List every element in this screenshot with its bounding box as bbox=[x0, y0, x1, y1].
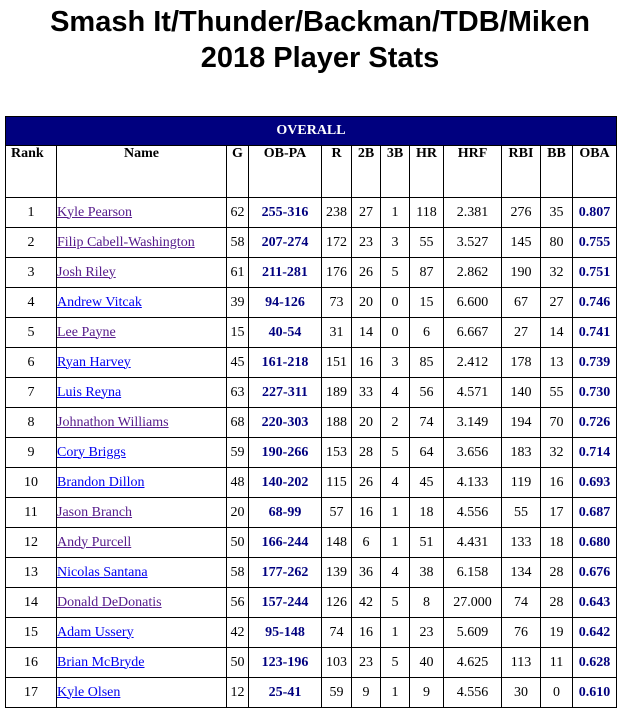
games-cell: 39 bbox=[227, 288, 249, 318]
hrf-cell: 6.667 bbox=[444, 318, 502, 348]
table-row bbox=[6, 588, 617, 618]
games-cell: 12 bbox=[227, 678, 249, 708]
col-header-rank: Rank bbox=[6, 146, 57, 198]
player-name-cell bbox=[57, 468, 227, 498]
home-runs-cell: 55 bbox=[410, 228, 444, 258]
player-link[interactable]: Cory Briggs bbox=[57, 444, 126, 460]
ob-pa-cell: 157-244 bbox=[249, 588, 322, 618]
player-link[interactable]: Brandon Dillon bbox=[57, 474, 145, 490]
triples-cell: 1 bbox=[381, 198, 410, 228]
runs-cell: 188 bbox=[322, 408, 352, 438]
walks-cell: 70 bbox=[541, 408, 573, 438]
col-header-oba: OBA bbox=[573, 146, 617, 198]
player-link[interactable]: Andrew Vitcak bbox=[57, 294, 142, 310]
runs-cell: 148 bbox=[322, 528, 352, 558]
table-row bbox=[6, 648, 617, 678]
walks-cell: 13 bbox=[541, 348, 573, 378]
games-cell: 63 bbox=[227, 378, 249, 408]
player-link[interactable]: Filip Cabell-Washington bbox=[57, 234, 195, 250]
player-name-cell bbox=[57, 588, 227, 618]
rbi-cell: 190 bbox=[502, 258, 541, 288]
col-header-rbi: RBI bbox=[502, 146, 541, 198]
player-name-cell bbox=[57, 498, 227, 528]
player-name-cell bbox=[57, 348, 227, 378]
rank-cell: 7 bbox=[6, 378, 57, 408]
games-cell: 45 bbox=[227, 348, 249, 378]
player-name-cell bbox=[57, 618, 227, 648]
runs-cell: 59 bbox=[322, 678, 352, 708]
rank-cell: 17 bbox=[6, 678, 57, 708]
table-row bbox=[6, 258, 617, 288]
oba-cell: 0.741 bbox=[573, 318, 617, 348]
oba-cell: 0.610 bbox=[573, 678, 617, 708]
ob-pa-cell: 166-244 bbox=[249, 528, 322, 558]
hrf-cell: 3.527 bbox=[444, 228, 502, 258]
runs-cell: 189 bbox=[322, 378, 352, 408]
rbi-cell: 67 bbox=[502, 288, 541, 318]
rbi-cell: 145 bbox=[502, 228, 541, 258]
games-cell: 15 bbox=[227, 318, 249, 348]
walks-cell: 35 bbox=[541, 198, 573, 228]
triples-cell: 3 bbox=[381, 228, 410, 258]
doubles-cell: 16 bbox=[352, 618, 381, 648]
doubles-cell: 9 bbox=[352, 678, 381, 708]
walks-cell: 17 bbox=[541, 498, 573, 528]
games-cell: 48 bbox=[227, 468, 249, 498]
col-header-name: Name bbox=[57, 146, 227, 198]
table-row bbox=[6, 528, 617, 558]
player-name-cell bbox=[57, 408, 227, 438]
table-row bbox=[6, 678, 617, 708]
doubles-cell: 23 bbox=[352, 648, 381, 678]
player-name-cell bbox=[57, 228, 227, 258]
player-link[interactable]: Ryan Harvey bbox=[57, 354, 131, 370]
triples-cell: 5 bbox=[381, 588, 410, 618]
runs-cell: 176 bbox=[322, 258, 352, 288]
walks-cell: 14 bbox=[541, 318, 573, 348]
page-title-line1: Smash It/Thunder/Backman/TDB/Miken bbox=[50, 6, 590, 38]
player-name-cell bbox=[57, 558, 227, 588]
doubles-cell: 27 bbox=[352, 198, 381, 228]
table-row bbox=[6, 198, 617, 228]
oba-cell: 0.628 bbox=[573, 648, 617, 678]
player-link[interactable]: Johnathon Williams bbox=[57, 414, 169, 430]
hrf-cell: 4.133 bbox=[444, 468, 502, 498]
home-runs-cell: 118 bbox=[410, 198, 444, 228]
hrf-cell: 2.412 bbox=[444, 348, 502, 378]
games-cell: 20 bbox=[227, 498, 249, 528]
ob-pa-cell: 211-281 bbox=[249, 258, 322, 288]
runs-cell: 73 bbox=[322, 288, 352, 318]
doubles-cell: 28 bbox=[352, 438, 381, 468]
home-runs-cell: 45 bbox=[410, 468, 444, 498]
player-name-cell bbox=[57, 528, 227, 558]
doubles-cell: 26 bbox=[352, 468, 381, 498]
hrf-cell: 2.862 bbox=[444, 258, 502, 288]
ob-pa-cell: 123-196 bbox=[249, 648, 322, 678]
ob-pa-cell: 94-126 bbox=[249, 288, 322, 318]
hrf-cell: 4.556 bbox=[444, 678, 502, 708]
runs-cell: 74 bbox=[322, 618, 352, 648]
doubles-cell: 16 bbox=[352, 348, 381, 378]
player-link[interactable]: Kyle Pearson bbox=[57, 204, 133, 220]
games-cell: 59 bbox=[227, 438, 249, 468]
ob-pa-cell: 227-311 bbox=[249, 378, 322, 408]
home-runs-cell: 23 bbox=[410, 618, 444, 648]
games-cell: 61 bbox=[227, 258, 249, 288]
ob-pa-cell: 68-99 bbox=[249, 498, 322, 528]
oba-cell: 0.643 bbox=[573, 588, 617, 618]
table-row bbox=[6, 468, 617, 498]
rbi-cell: 194 bbox=[502, 408, 541, 438]
player-name-cell bbox=[57, 678, 227, 708]
runs-cell: 172 bbox=[322, 228, 352, 258]
player-name-cell bbox=[57, 648, 227, 678]
hrf-cell: 3.656 bbox=[444, 438, 502, 468]
oba-cell: 0.642 bbox=[573, 618, 617, 648]
runs-cell: 31 bbox=[322, 318, 352, 348]
games-cell: 68 bbox=[227, 408, 249, 438]
games-cell: 50 bbox=[227, 528, 249, 558]
hrf-cell: 5.609 bbox=[444, 618, 502, 648]
hrf-cell: 4.556 bbox=[444, 498, 502, 528]
ob-pa-cell: 220-303 bbox=[249, 408, 322, 438]
home-runs-cell: 56 bbox=[410, 378, 444, 408]
player-name-cell bbox=[57, 378, 227, 408]
section-banner: OVERALL bbox=[6, 117, 617, 146]
table-row bbox=[6, 558, 617, 588]
player-link[interactable]: Adam Ussery bbox=[57, 624, 134, 640]
player-link[interactable]: Donald DeDonatis bbox=[57, 594, 162, 610]
table-row bbox=[6, 228, 617, 258]
col-header-3b: 3B bbox=[381, 146, 410, 198]
ob-pa-cell: 190-266 bbox=[249, 438, 322, 468]
runs-cell: 139 bbox=[322, 558, 352, 588]
rank-cell: 1 bbox=[6, 198, 57, 228]
doubles-cell: 42 bbox=[352, 588, 381, 618]
rbi-cell: 27 bbox=[502, 318, 541, 348]
rank-cell: 10 bbox=[6, 468, 57, 498]
home-runs-cell: 51 bbox=[410, 528, 444, 558]
home-runs-cell: 64 bbox=[410, 438, 444, 468]
player-link[interactable]: Luis Reyna bbox=[57, 384, 122, 400]
walks-cell: 28 bbox=[541, 558, 573, 588]
rank-cell: 5 bbox=[6, 318, 57, 348]
col-header-hr: HR bbox=[410, 146, 444, 198]
home-runs-cell: 85 bbox=[410, 348, 444, 378]
home-runs-cell: 18 bbox=[410, 498, 444, 528]
player-name-cell bbox=[57, 438, 227, 468]
home-runs-cell: 6 bbox=[410, 318, 444, 348]
walks-cell: 19 bbox=[541, 618, 573, 648]
triples-cell: 1 bbox=[381, 528, 410, 558]
oba-cell: 0.676 bbox=[573, 558, 617, 588]
rank-cell: 6 bbox=[6, 348, 57, 378]
rbi-cell: 183 bbox=[502, 438, 541, 468]
triples-cell: 0 bbox=[381, 288, 410, 318]
ob-pa-cell: 255-316 bbox=[249, 198, 322, 228]
walks-cell: 0 bbox=[541, 678, 573, 708]
ob-pa-cell: 207-274 bbox=[249, 228, 322, 258]
oba-cell: 0.693 bbox=[573, 468, 617, 498]
triples-cell: 3 bbox=[381, 348, 410, 378]
ob-pa-cell: 95-148 bbox=[249, 618, 322, 648]
rank-cell: 16 bbox=[6, 648, 57, 678]
oba-cell: 0.680 bbox=[573, 528, 617, 558]
games-cell: 50 bbox=[227, 648, 249, 678]
ob-pa-cell: 25-41 bbox=[249, 678, 322, 708]
runs-cell: 126 bbox=[322, 588, 352, 618]
home-runs-cell: 40 bbox=[410, 648, 444, 678]
triples-cell: 1 bbox=[381, 498, 410, 528]
triples-cell: 2 bbox=[381, 408, 410, 438]
ob-pa-cell: 177-262 bbox=[249, 558, 322, 588]
oba-cell: 0.726 bbox=[573, 408, 617, 438]
rbi-cell: 113 bbox=[502, 648, 541, 678]
rbi-cell: 178 bbox=[502, 348, 541, 378]
header-row bbox=[6, 146, 617, 198]
triples-cell: 5 bbox=[381, 648, 410, 678]
oba-cell: 0.746 bbox=[573, 288, 617, 318]
ob-pa-cell: 40-54 bbox=[249, 318, 322, 348]
player-link[interactable]: Kyle Olsen bbox=[57, 684, 121, 700]
table-row bbox=[6, 408, 617, 438]
runs-cell: 115 bbox=[322, 468, 352, 498]
doubles-cell: 20 bbox=[352, 408, 381, 438]
rbi-cell: 134 bbox=[502, 558, 541, 588]
table-row bbox=[6, 288, 617, 318]
triples-cell: 4 bbox=[381, 468, 410, 498]
home-runs-cell: 74 bbox=[410, 408, 444, 438]
rbi-cell: 55 bbox=[502, 498, 541, 528]
games-cell: 58 bbox=[227, 558, 249, 588]
triples-cell: 4 bbox=[381, 378, 410, 408]
hrf-cell: 4.625 bbox=[444, 648, 502, 678]
walks-cell: 11 bbox=[541, 648, 573, 678]
ob-pa-cell: 161-218 bbox=[249, 348, 322, 378]
page-title bbox=[0, 4, 640, 76]
rbi-cell: 76 bbox=[502, 618, 541, 648]
player-name-cell bbox=[57, 288, 227, 318]
hrf-cell: 2.381 bbox=[444, 198, 502, 228]
table-row bbox=[6, 438, 617, 468]
table-row bbox=[6, 348, 617, 378]
home-runs-cell: 15 bbox=[410, 288, 444, 318]
games-cell: 56 bbox=[227, 588, 249, 618]
walks-cell: 28 bbox=[541, 588, 573, 618]
col-header-hrf: HRF bbox=[444, 146, 502, 198]
hrf-cell: 6.600 bbox=[444, 288, 502, 318]
hrf-cell: 27.000 bbox=[444, 588, 502, 618]
col-header-obpa: OB-PA bbox=[249, 146, 322, 198]
games-cell: 62 bbox=[227, 198, 249, 228]
rank-cell: 13 bbox=[6, 558, 57, 588]
oba-cell: 0.687 bbox=[573, 498, 617, 528]
triples-cell: 1 bbox=[381, 618, 410, 648]
runs-cell: 153 bbox=[322, 438, 352, 468]
col-header-2b: 2B bbox=[352, 146, 381, 198]
rbi-cell: 276 bbox=[502, 198, 541, 228]
player-name-cell bbox=[57, 258, 227, 288]
runs-cell: 103 bbox=[322, 648, 352, 678]
page-title-line2: 2018 Player Stats bbox=[200, 42, 440, 74]
doubles-cell: 26 bbox=[352, 258, 381, 288]
player-name-cell bbox=[57, 318, 227, 348]
rbi-cell: 133 bbox=[502, 528, 541, 558]
rbi-cell: 30 bbox=[502, 678, 541, 708]
games-cell: 42 bbox=[227, 618, 249, 648]
rank-cell: 11 bbox=[6, 498, 57, 528]
triples-cell: 1 bbox=[381, 678, 410, 708]
oba-cell: 0.730 bbox=[573, 378, 617, 408]
col-header-bb: BB bbox=[541, 146, 573, 198]
rank-cell: 8 bbox=[6, 408, 57, 438]
player-link[interactable]: Nicolas Santana bbox=[57, 564, 148, 580]
table-row bbox=[6, 318, 617, 348]
rank-cell: 14 bbox=[6, 588, 57, 618]
player-link[interactable]: Josh Riley bbox=[57, 264, 116, 280]
walks-cell: 27 bbox=[541, 288, 573, 318]
player-link[interactable]: Jason Branch bbox=[57, 504, 133, 520]
rank-cell: 4 bbox=[6, 288, 57, 318]
rank-cell: 12 bbox=[6, 528, 57, 558]
runs-cell: 57 bbox=[322, 498, 352, 528]
walks-cell: 32 bbox=[541, 258, 573, 288]
oba-cell: 0.739 bbox=[573, 348, 617, 378]
home-runs-cell: 8 bbox=[410, 588, 444, 618]
player-name-cell bbox=[57, 198, 227, 228]
table-row bbox=[6, 378, 617, 408]
table-row bbox=[6, 498, 617, 528]
hrf-cell: 3.149 bbox=[444, 408, 502, 438]
oba-cell: 0.807 bbox=[573, 198, 617, 228]
doubles-cell: 33 bbox=[352, 378, 381, 408]
doubles-cell: 23 bbox=[352, 228, 381, 258]
doubles-cell: 20 bbox=[352, 288, 381, 318]
runs-cell: 151 bbox=[322, 348, 352, 378]
walks-cell: 80 bbox=[541, 228, 573, 258]
games-cell: 58 bbox=[227, 228, 249, 258]
rbi-cell: 74 bbox=[502, 588, 541, 618]
oba-cell: 0.755 bbox=[573, 228, 617, 258]
player-link[interactable]: Brian McBryde bbox=[57, 654, 145, 670]
walks-cell: 55 bbox=[541, 378, 573, 408]
hrf-cell: 4.571 bbox=[444, 378, 502, 408]
player-link[interactable]: Lee Payne bbox=[57, 324, 116, 340]
home-runs-cell: 9 bbox=[410, 678, 444, 708]
doubles-cell: 6 bbox=[352, 528, 381, 558]
doubles-cell: 16 bbox=[352, 498, 381, 528]
col-header-g: G bbox=[227, 146, 249, 198]
triples-cell: 5 bbox=[381, 258, 410, 288]
rank-cell: 2 bbox=[6, 228, 57, 258]
ob-pa-cell: 140-202 bbox=[249, 468, 322, 498]
doubles-cell: 36 bbox=[352, 558, 381, 588]
rank-cell: 3 bbox=[6, 258, 57, 288]
home-runs-cell: 38 bbox=[410, 558, 444, 588]
oba-cell: 0.714 bbox=[573, 438, 617, 468]
table-row bbox=[6, 618, 617, 648]
col-header-r: R bbox=[322, 146, 352, 198]
stats-table bbox=[5, 116, 617, 708]
triples-cell: 4 bbox=[381, 558, 410, 588]
home-runs-cell: 87 bbox=[410, 258, 444, 288]
rank-cell: 9 bbox=[6, 438, 57, 468]
triples-cell: 5 bbox=[381, 438, 410, 468]
walks-cell: 32 bbox=[541, 438, 573, 468]
player-link[interactable]: Andy Purcell bbox=[57, 534, 132, 550]
walks-cell: 18 bbox=[541, 528, 573, 558]
runs-cell: 238 bbox=[322, 198, 352, 228]
hrf-cell: 4.431 bbox=[444, 528, 502, 558]
rank-cell: 15 bbox=[6, 618, 57, 648]
rbi-cell: 140 bbox=[502, 378, 541, 408]
doubles-cell: 14 bbox=[352, 318, 381, 348]
oba-cell: 0.751 bbox=[573, 258, 617, 288]
hrf-cell: 6.158 bbox=[444, 558, 502, 588]
walks-cell: 16 bbox=[541, 468, 573, 498]
triples-cell: 0 bbox=[381, 318, 410, 348]
rbi-cell: 119 bbox=[502, 468, 541, 498]
